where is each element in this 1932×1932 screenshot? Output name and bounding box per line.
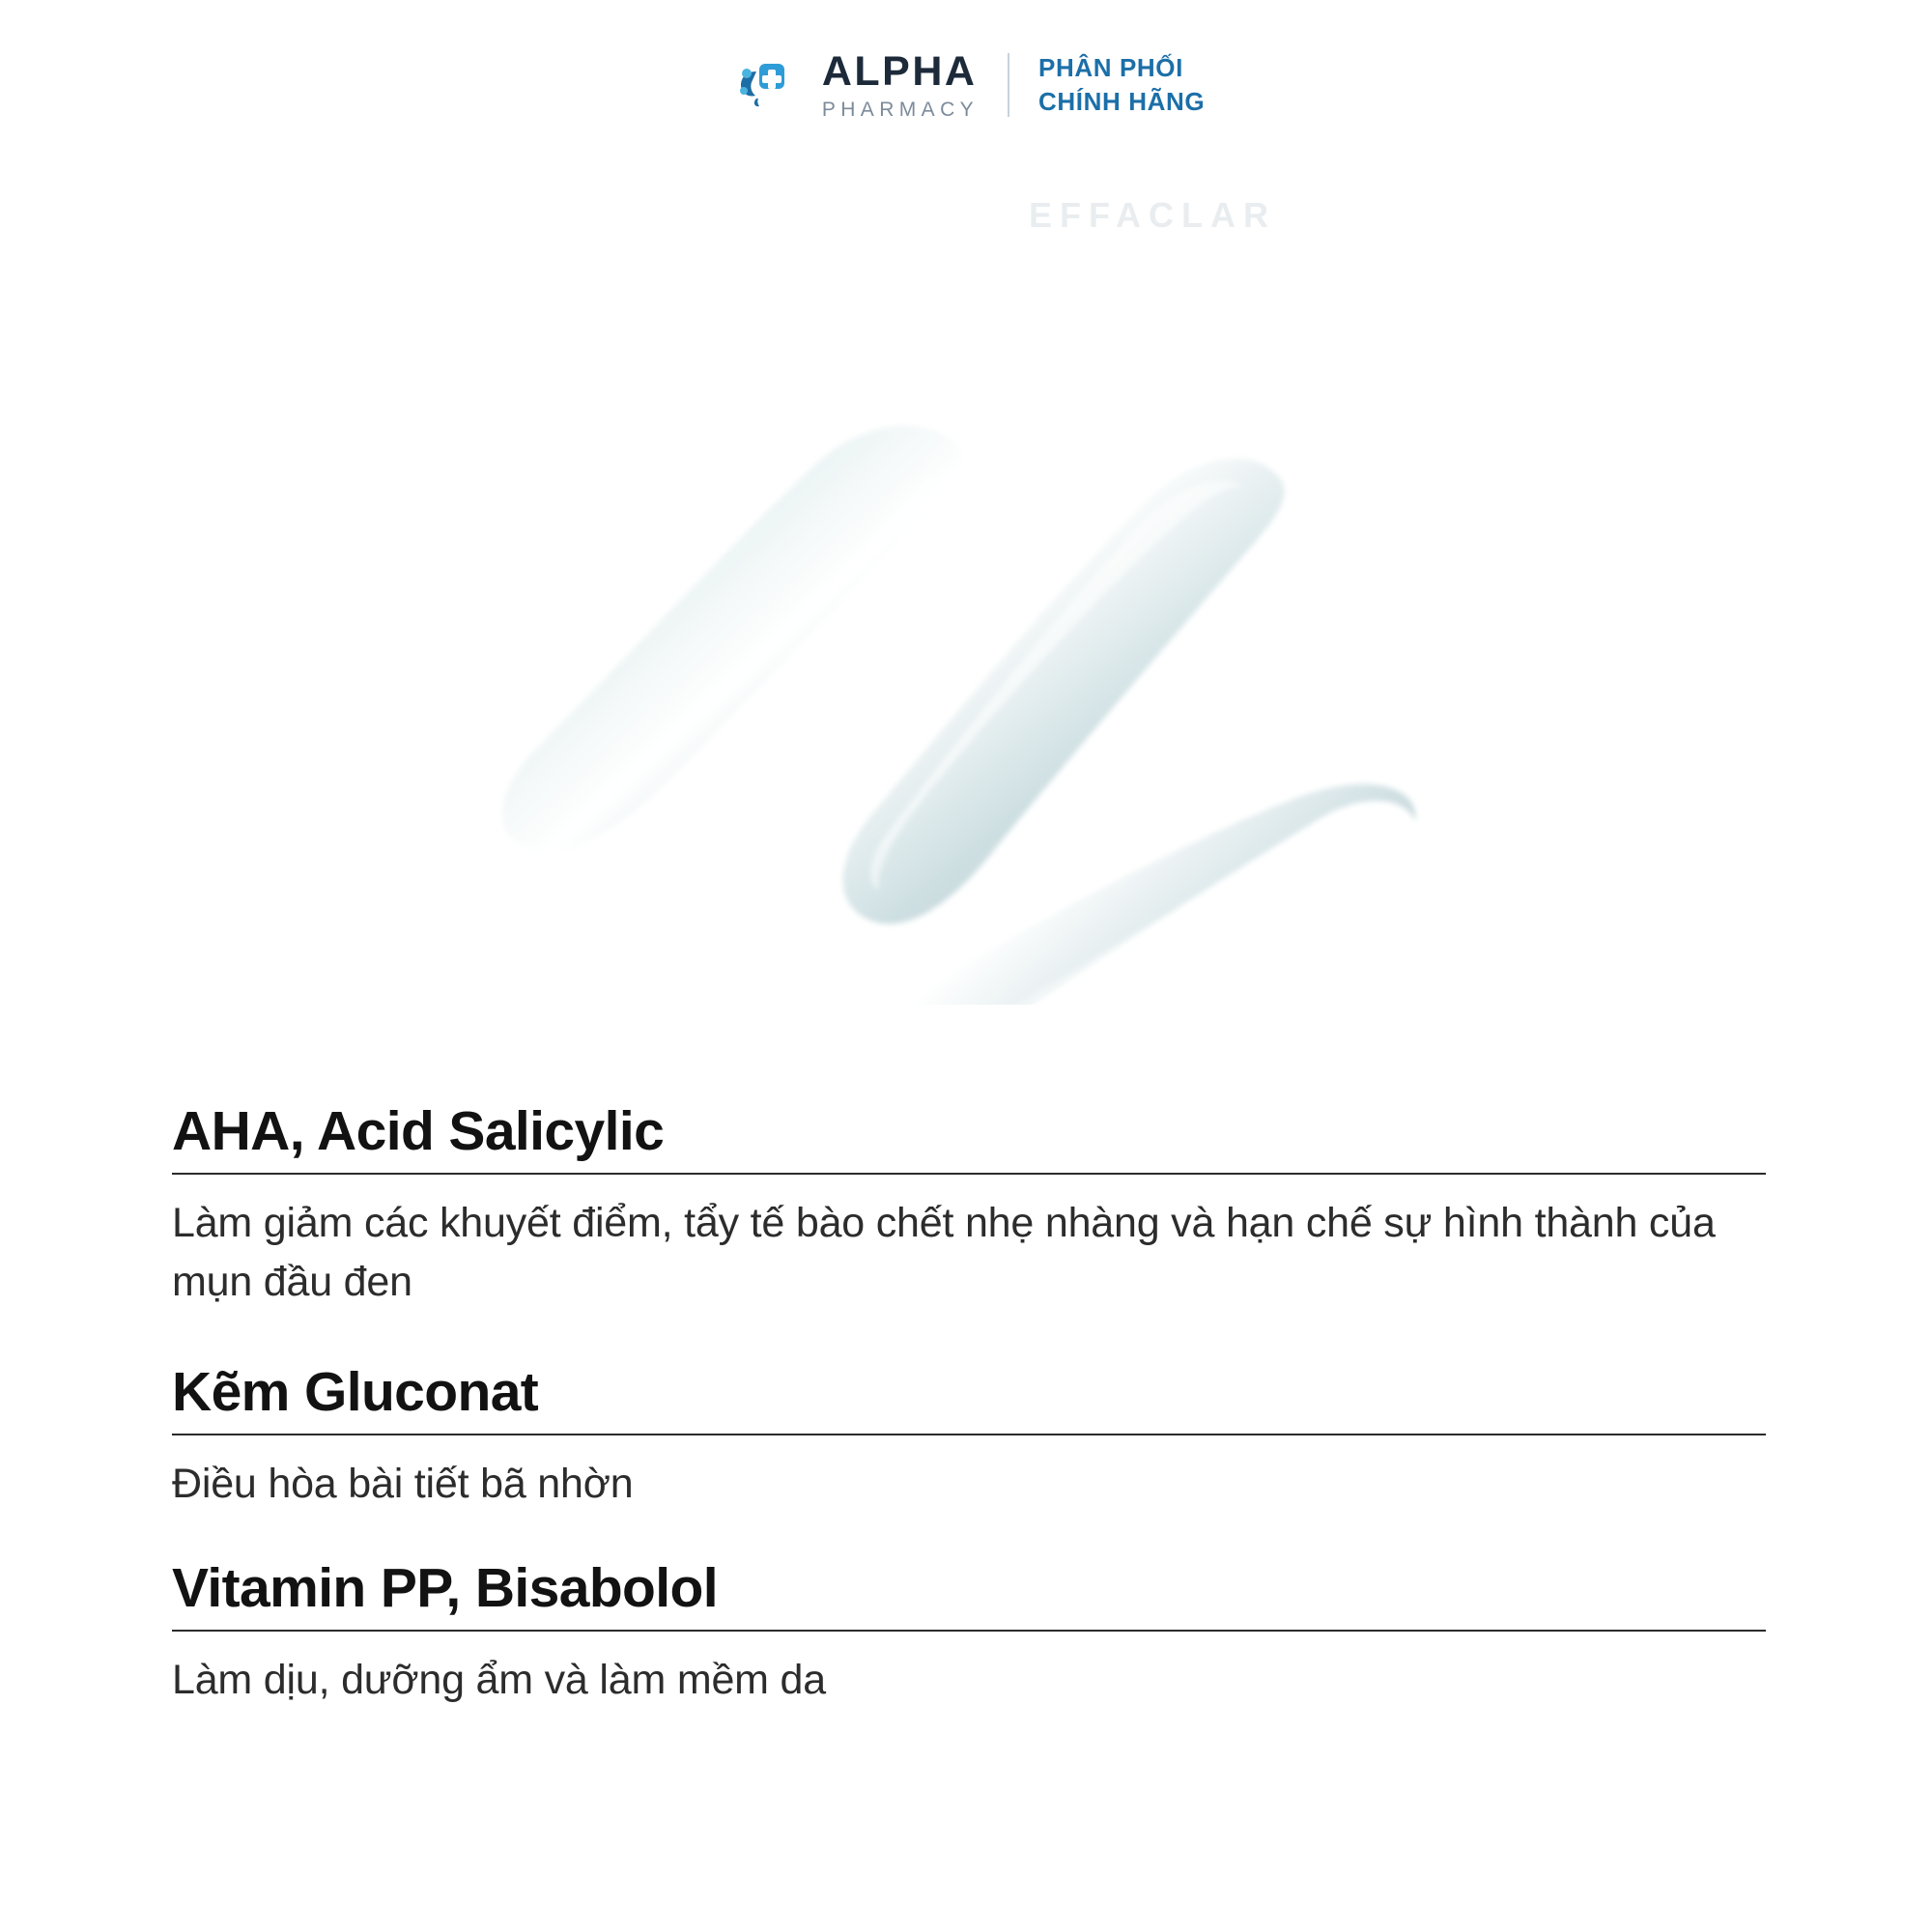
tagline-line-1: PHÂN PHỐI <box>1038 53 1183 83</box>
hero-image <box>0 155 1932 1005</box>
brand-wordmark <box>821 47 980 121</box>
header-divider <box>1008 53 1009 117</box>
ingredient-item <box>172 1362 1766 1514</box>
brand-header <box>0 47 1932 121</box>
spacer <box>172 1520 1766 1558</box>
tagline-line-2: CHÍNH HÃNG <box>1038 87 1206 116</box>
brand-name: ALPHA <box>821 47 978 95</box>
hero-ghost-text: EFFACLAR <box>1029 195 1276 235</box>
ingredient-title: Vitamin PP, Bisabolol <box>172 1556 718 1619</box>
ingredient-description: Làm giảm các khuyết điểm, tẩy tế bào chết nhẹ nhàng và hạn chế sự hình thành của mụn đầu đen <box>172 1199 1716 1305</box>
ingredient-list <box>172 1101 1766 1716</box>
ingredient-item <box>172 1558 1766 1710</box>
ingredient-description: Làm dịu, dưỡng ẩm và làm mềm da <box>172 1656 826 1703</box>
pharmacy-cross-icon <box>727 50 797 120</box>
brand-tagline <box>1038 51 1205 119</box>
ingredient-title: Kẽm Gluconat <box>172 1360 539 1423</box>
ingredient-title: AHA, Acid Salicylic <box>172 1100 665 1162</box>
ingredient-description: Điều hòa bài tiết bã nhờn <box>172 1460 634 1507</box>
spacer <box>172 1318 1766 1362</box>
brand-subtitle: PHARMACY <box>821 98 980 121</box>
cream-swatch-graphic <box>0 155 1932 1005</box>
ingredient-item <box>172 1101 1766 1312</box>
